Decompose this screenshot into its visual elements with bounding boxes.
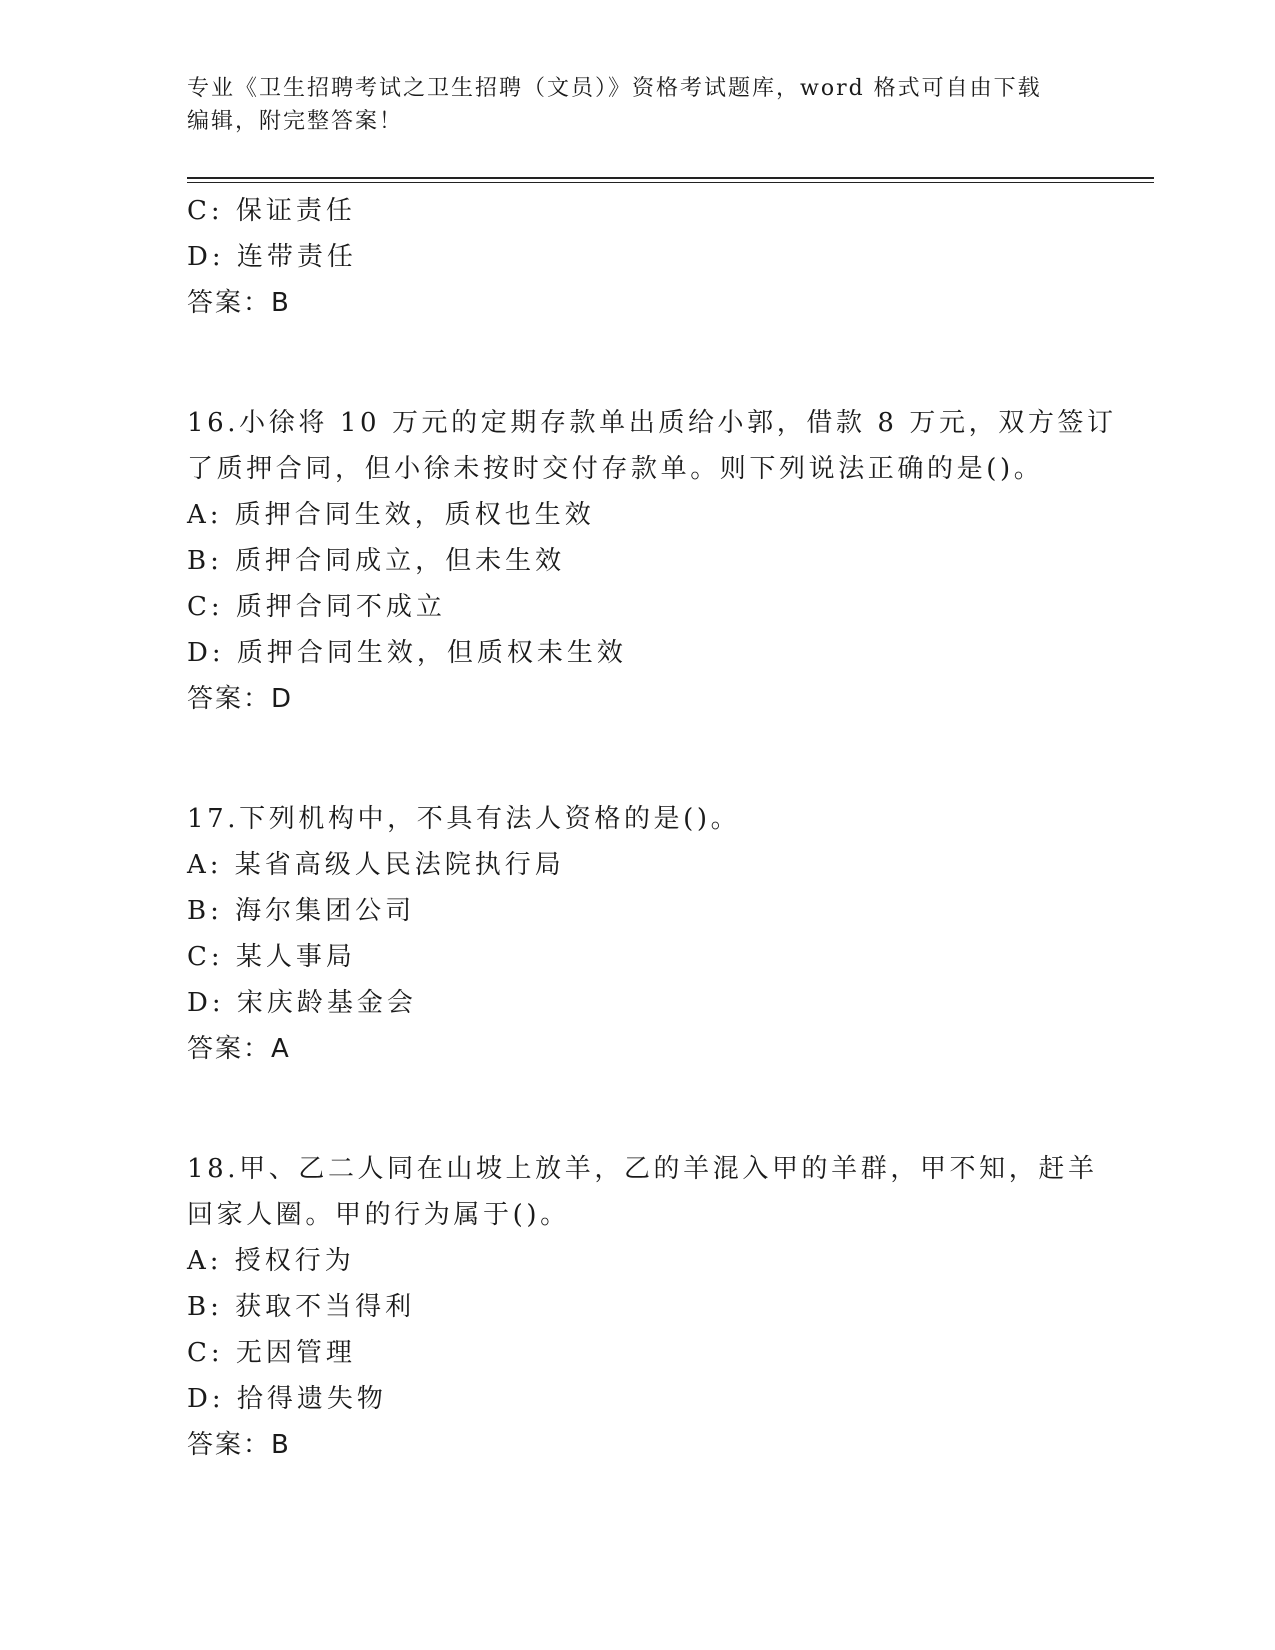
- option-b: B: 获取不当得利: [187, 1292, 416, 1322]
- option-d: D: 连带责任: [187, 242, 357, 272]
- answer: 答案：D: [187, 684, 294, 714]
- header-divider-thick: [187, 177, 1154, 179]
- option-c: C: 质押合同不成立: [187, 592, 446, 622]
- answer: 答案：B: [187, 1430, 291, 1460]
- option-d: D: 宋庆龄基金会: [187, 988, 417, 1018]
- question-stem-line: 17.下列机构中，不具有法人资格的是()。: [187, 804, 741, 834]
- question-16: [187, 400, 1117, 722]
- option-c: C: 保证责任: [187, 196, 356, 226]
- question-15-tail: [187, 188, 1087, 326]
- question-spacer: [187, 722, 1087, 796]
- option-a: A: 质押合同生效，质权也生效: [187, 500, 595, 530]
- question-spacer: [187, 326, 1087, 400]
- question-spacer: [187, 1072, 1087, 1146]
- option-a: A: 授权行为: [187, 1246, 355, 1276]
- question-stem-line: 18.甲、乙二人同在山坡上放羊，乙的羊混入甲的羊群，甲不知，赶羊: [187, 1154, 1098, 1184]
- question-stem-line: 16.小徐将 10 万元的定期存款单出质给小郭，借款 8 万元，双方签订: [187, 408, 1117, 438]
- option-b: B: 质押合同成立，但未生效: [187, 546, 566, 576]
- answer: 答案：A: [187, 1034, 291, 1064]
- option-b: B: 海尔集团公司: [187, 896, 416, 926]
- question-stem-line: 了质押合同，但小徐未按时交付存款单。则下列说法正确的是()。: [187, 454, 1044, 484]
- option-c: C: 某人事局: [187, 942, 356, 972]
- question-stem-line: 回家人圈。甲的行为属于()。: [187, 1200, 570, 1230]
- question-list: [187, 188, 1117, 1468]
- question-17: [187, 796, 1087, 1072]
- document-header: [187, 72, 1067, 138]
- header-divider-thin: [187, 182, 1154, 183]
- option-a: A: 某省高级人民法院执行局: [187, 850, 565, 880]
- option-d: D: 质押合同生效，但质权未生效: [187, 638, 627, 668]
- header-line-2: 编辑，附完整答案！: [187, 109, 404, 134]
- header-line-1: 专业《卫生招聘考试之卫生招聘（文员）》资格考试题库，word 格式可自由下载: [187, 76, 1042, 101]
- answer: 答案：B: [187, 288, 291, 318]
- question-18: [187, 1146, 1098, 1468]
- option-c: C: 无因管理: [187, 1338, 356, 1368]
- option-d: D: 拾得遗失物: [187, 1384, 387, 1414]
